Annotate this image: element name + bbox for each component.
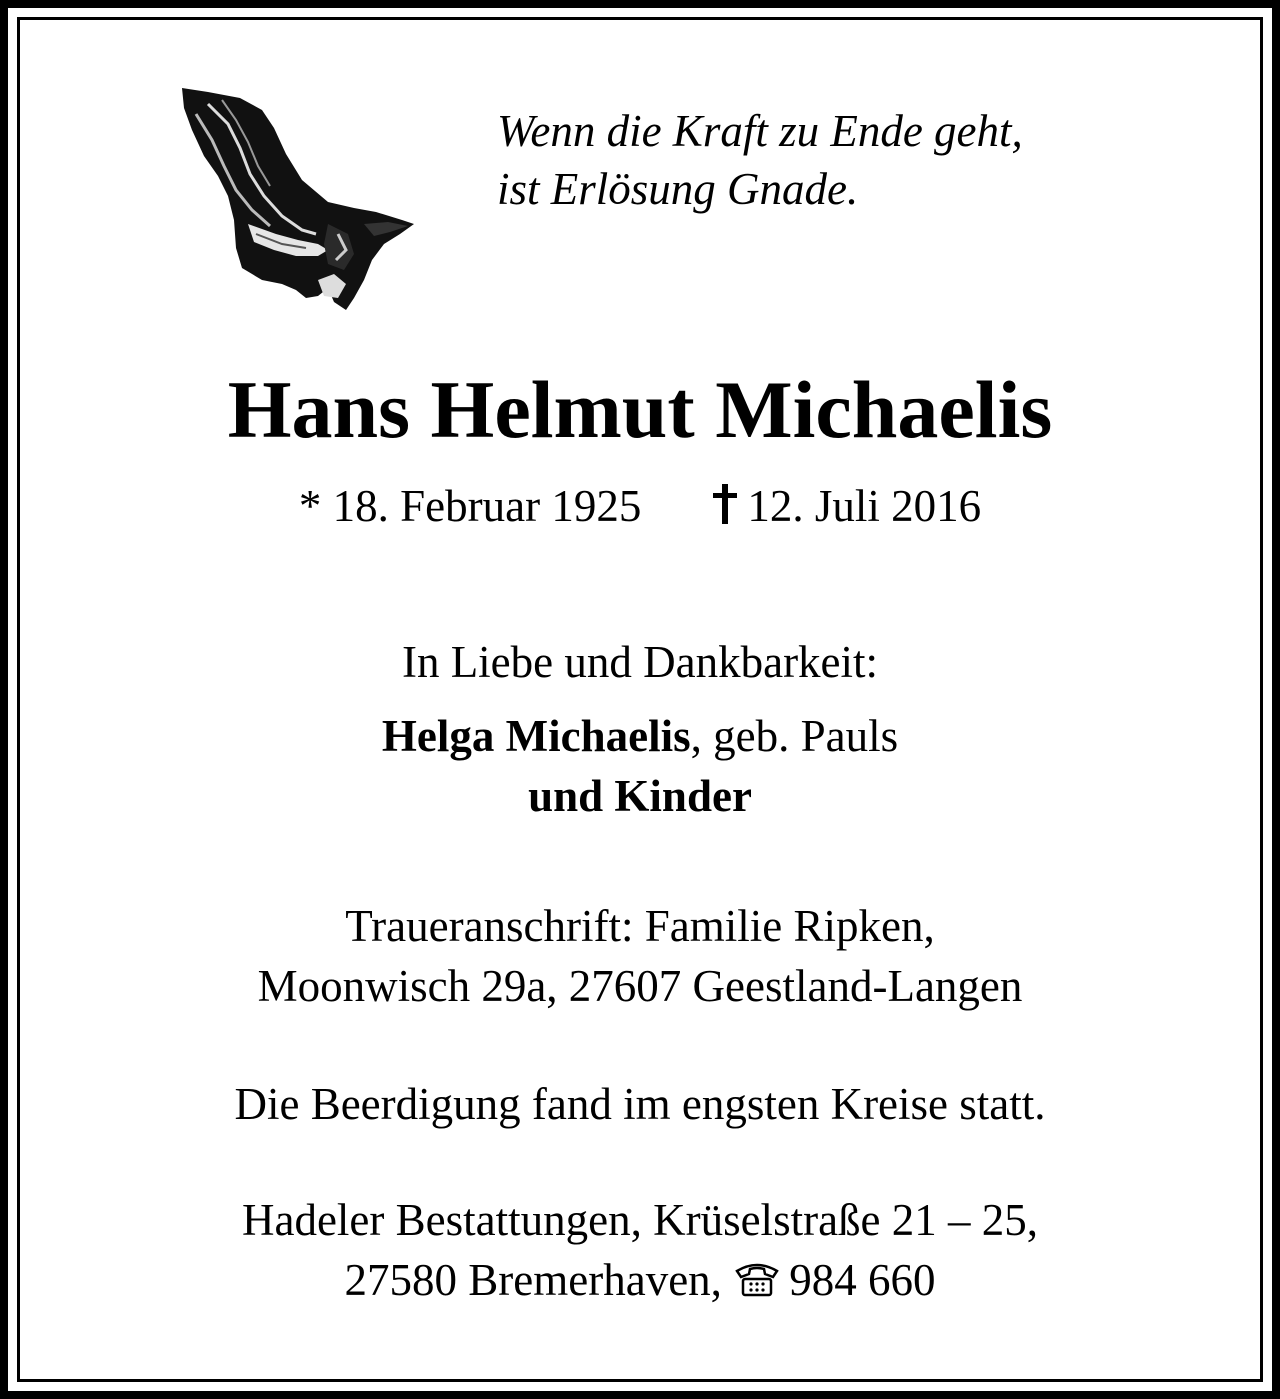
- mourner-primary-suffix: , geb. Pauls: [690, 711, 899, 761]
- cross-icon: [711, 484, 739, 524]
- motto-line-2: ist Erlösung Gnade.: [497, 164, 859, 214]
- mourner-secondary: und Kinder: [528, 771, 752, 821]
- undertaker-city: 27580 Bremerhaven,: [344, 1255, 722, 1305]
- undertaker-line-2: [0, 1250, 1280, 1310]
- mourners-block: [0, 706, 1280, 826]
- motto: [497, 102, 1023, 218]
- funeral-notice-block: [0, 1074, 1280, 1134]
- telephone-icon: [733, 1259, 781, 1299]
- address-line-2: Moonwisch 29a, 27607 Geestland-Langen: [257, 961, 1023, 1011]
- mourner-primary: [0, 706, 1280, 766]
- mourners-intro: In Liebe und Dankbarkeit:: [401, 637, 879, 687]
- mourners-intro-block: [0, 632, 1280, 692]
- undertaker-phone: 984 660: [789, 1255, 936, 1305]
- funeral-notice: Die Beerdigung fand im engsten Kreise statt.: [234, 1079, 1046, 1129]
- birth-date: * 18. Februar 1925: [298, 481, 642, 531]
- praying-hands-icon: [178, 84, 418, 316]
- address-line-1: Traueranschrift: Familie Ripken,: [345, 901, 935, 951]
- address-block: [0, 896, 1280, 1016]
- motto-line-1: Wenn die Kraft zu Ende geht,: [497, 106, 1023, 156]
- undertaker-block: [0, 1190, 1280, 1310]
- death-date: 12. Juli 2016: [747, 481, 982, 531]
- mourner-primary-name: Helga Michaelis: [381, 711, 691, 761]
- life-dates: [0, 476, 1280, 536]
- undertaker-line-1: Hadeler Bestattungen, Krüselstraße 21 – 25,: [241, 1195, 1039, 1245]
- deceased-name: Hans Helmut Michaelis: [227, 364, 1053, 455]
